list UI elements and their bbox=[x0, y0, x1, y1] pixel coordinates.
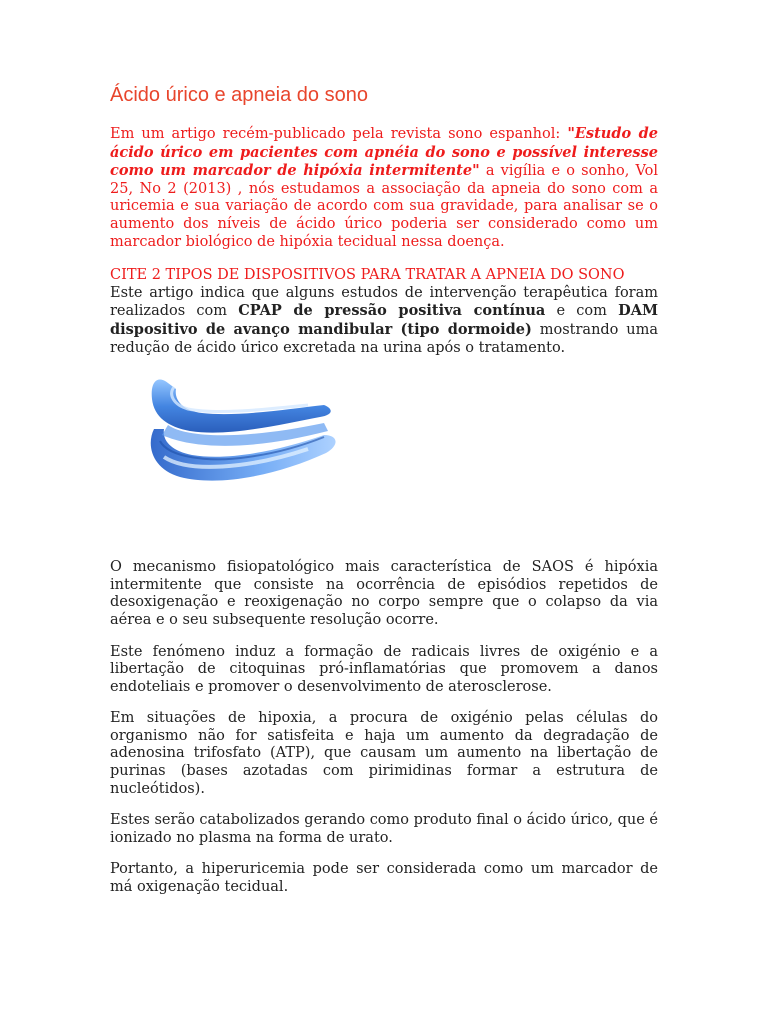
paragraph-mechanism: O mecanismo fisiopatológico mais característica de SAOS é hipóxia intermitente que consiste na ocorrência de episódios repetidos de desoxigenação e reoxigenação no corpo sempre que o colapso da via aérea e o seu subsequente resolução ocorre. bbox=[110, 559, 658, 628]
mouthguard-image bbox=[128, 365, 348, 525]
devices-paragraph bbox=[110, 285, 658, 357]
intro-lead: Em um artigo recém-publicado pela revista sono espanhol: bbox=[110, 126, 568, 142]
article-title: Ácido úrico e apneia do sono bbox=[110, 84, 368, 106]
intro-quote: "Estudo de ácido úrico em pacientes com apnéia do sono e possível interesse como um marcador de hipóxia intermitente" bbox=[110, 125, 658, 180]
paragraph-catabolism: Estes serão catabolizados gerando como produto final o ácido úrico, que é ionizado no plasma na forma de urato. bbox=[110, 812, 658, 846]
article-body bbox=[110, 84, 658, 897]
paragraph-conclusion: Portanto, a hiperuricemia pode ser considerada como um marcador de má oxigenação tecidual. bbox=[110, 861, 658, 896]
intro-paragraph bbox=[110, 125, 658, 251]
paragraph-hypoxia: Em situações de hipoxia, a procura de oxigénio pelas células do organismo não for satisfeita e haja um aumento da degradação de adenosina trifosfato (ATP), que causam um aumento na libertação de purinas (bases azotadas com pirimidinas formar a estrutura de nucleótidos). bbox=[110, 710, 658, 797]
devices-text-3: mostrando uma redução de ácido úrico excretada na urina após o tratamento. bbox=[110, 321, 658, 356]
paragraph-phenomenon: Este fenómeno induz a formação de radicais livres de oxigénio e a libertação de citoquinas pró-inflamatórias que promovem a danos endoteliais e promover o desenvolvimento de aterosclerose. bbox=[110, 643, 658, 695]
mouthguard-icon bbox=[128, 365, 348, 525]
intro-rest: a vigília e o sonho, Vol 25, No 2 (2013) , nós estudamos a associação da apneia do sono com a uricemia e sua variação de acordo com sua gravidade, para analisar se o aumento dos níveis de ácido úrico poderia ser considerado como um marcador biológico de hipóxia tecidual nessa doença. bbox=[110, 163, 658, 250]
dam-term: DAM dispositivo de avanço mandibular (tipo dormoide) bbox=[110, 302, 658, 338]
devices-text-2: e com bbox=[545, 303, 619, 320]
cpap-term: CPAP de pressão positiva contínua bbox=[238, 302, 546, 320]
devices-text-1: Este artigo indica que alguns estudos de intervenção terapêutica foram realizados com bbox=[110, 284, 658, 320]
section-subheading: CITE 2 TIPOS DE DISPOSITIVOS PARA TRATAR A APNEIA DO SONO bbox=[110, 267, 625, 284]
